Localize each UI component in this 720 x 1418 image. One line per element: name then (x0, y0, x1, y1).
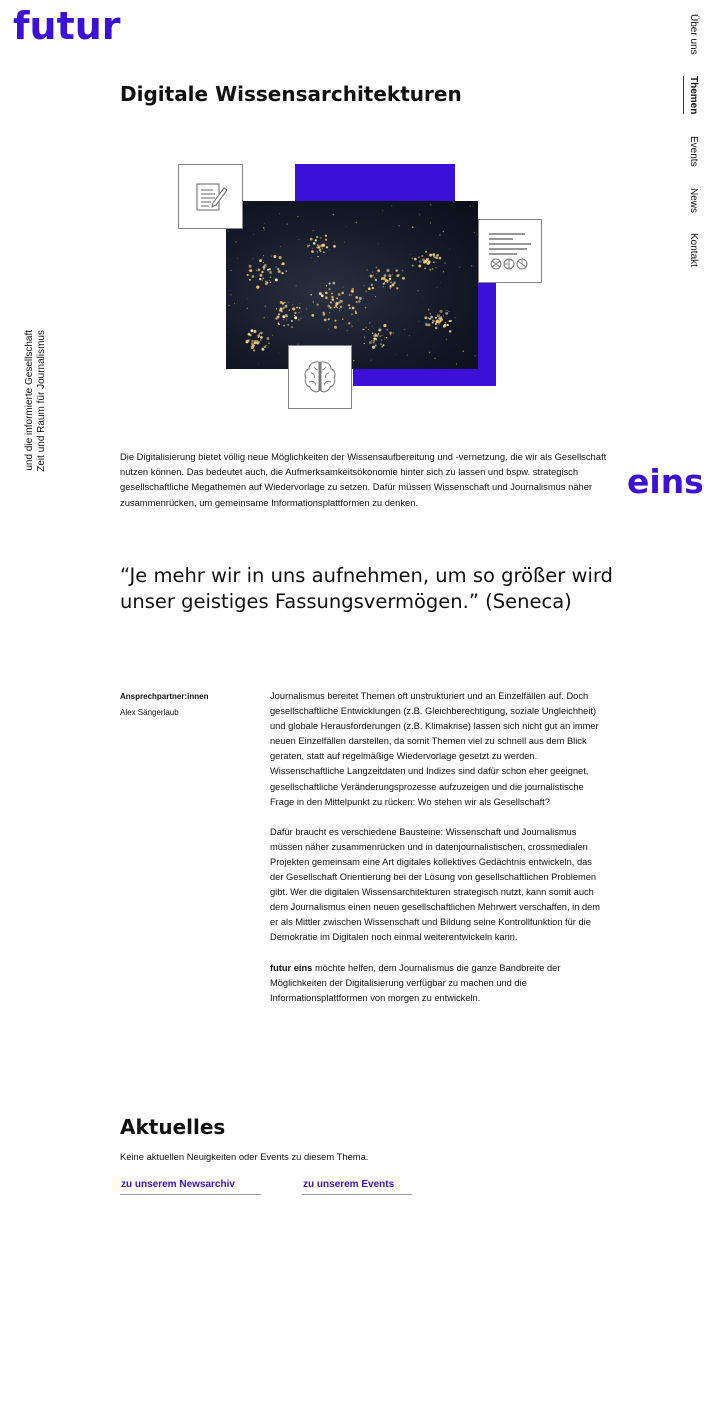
seneca-quote: “Je mehr wir in uns aufnehmen, um so größer wird unser geistiges Fassungsvermögen.” (Seneca) (120, 564, 613, 613)
night-city-photo (226, 201, 478, 369)
nav-item-themen[interactable]: Themen (683, 76, 703, 114)
tagline-line-1: Zeit und Raum für Journalismus (36, 330, 47, 472)
brain-icon (301, 358, 339, 396)
eins-logo: eins (627, 462, 704, 501)
nav-item-kontakt[interactable]: Kontakt (688, 233, 699, 267)
hero-collage (178, 164, 542, 412)
contact-label: Ansprechpartner:innen (120, 692, 209, 701)
body-paragraph-2: Dafür braucht es verschiedene Bausteine: Wissenschaft und Journalismus müssen näher zusammenrücken und in datenjournalistischen, crossmedialen Projekten gemeinsam eine Art digitales kollektives Gedächtnis entwickeln, das der Gesellschaft Orientierung bei der Lösung von gesellschaftlichen Problemen gibt. Wer die digitalen Wissensarchitekturen strategisch nutzt, kann somit auch dem Journalismus einen neuen gesellschaftlichen Mehrwert verschaffen, in dem er als Mittler zwischen Wissenschaft und Bildung seine Kontrollfunktion für die Demokratie im Digitalen noch einmal weiterentwickeln kann. (270, 826, 601, 943)
contact-name: Alex Sängerlaub (120, 708, 179, 717)
main-nav (683, 14, 703, 284)
events-link[interactable]: zu unserem Events (302, 1177, 412, 1195)
chart-report-card (478, 219, 542, 283)
nav-item-ueber-uns[interactable]: Über uns (688, 14, 699, 55)
futur-logo[interactable]: futur (13, 4, 121, 48)
document-edit-card (178, 164, 243, 229)
document-edit-icon (193, 179, 229, 215)
tagline-line-2: und die informierte Gesellschaft (24, 330, 35, 471)
blue-shape-top (295, 164, 455, 204)
body-paragraph-1: Journalismus bereitet Themen oft unstrukturiert und an Einzelfällen auf. Doch gesellschaftliche Entwicklungen (z.B. Gleichberechtigung, soziale Ungleichheit) und globale Herausforderungen (z.B. Klimakrise) lassen sich nicht gut an immer neuen Einzelfällen darstellen, da somit Themen viel zu schnell aus dem Blick geraten, statt auf regelmäßige Wiedervorlage gesetzt zu werden. Wissenschaftliche Langzeitdaten und Indizes sind dafür schon eher geeignet, gesellschaftliche Veränderungsprozesse aufzuzeigen und die journalistische Frage in den Mittelpunkt zu rücken: Wo stehen wir als Gesellschaft? (270, 691, 599, 807)
aktuelles-empty-text: Keine aktuellen Neuigkeiten oder Events zu diesem Thema. (120, 1151, 369, 1162)
blue-shape-bottom (353, 369, 496, 386)
body-paragraph-3-text: möchte helfen, dem Journalismus die ganze Bandbreite der Möglichkeiten der Digitalisierung verfügbar zu machen und die Informationsplattformen von morgen zu entwickeln. (270, 962, 561, 1003)
aktuelles-title: Aktuelles (120, 1115, 226, 1139)
futur-eins-bold: futur eins (270, 962, 313, 973)
side-tagline (20, 330, 50, 492)
body-text (270, 689, 605, 1021)
chart-report-icon (487, 231, 533, 271)
body-paragraph-3 (270, 961, 605, 1006)
nav-item-news[interactable]: News (688, 188, 699, 214)
intro-paragraph: Die Digitalisierung bietet völlig neue Möglichkeiten der Wissensaufbereitung und -vernetzung, die wir als Gesellschaft nutzen können. Das bedeutet auch, die Aufmerksamkeitsökonomie hinter sich zu lassen und bspw. strategisch gesellschaftliche Megathemen auf Wiedervorlage zu setzen. Dafür müssen Wissenschaft und Journalismus näher zusammenrücken, um gemeinsame Informationsplattformen zu denken. (120, 451, 607, 508)
nav-item-events[interactable]: Events (688, 136, 699, 167)
brain-card (288, 345, 352, 409)
page-title: Digitale Wissensarchitekturen (120, 82, 462, 106)
newsarchiv-link[interactable]: zu unserem Newsarchiv (120, 1177, 261, 1195)
